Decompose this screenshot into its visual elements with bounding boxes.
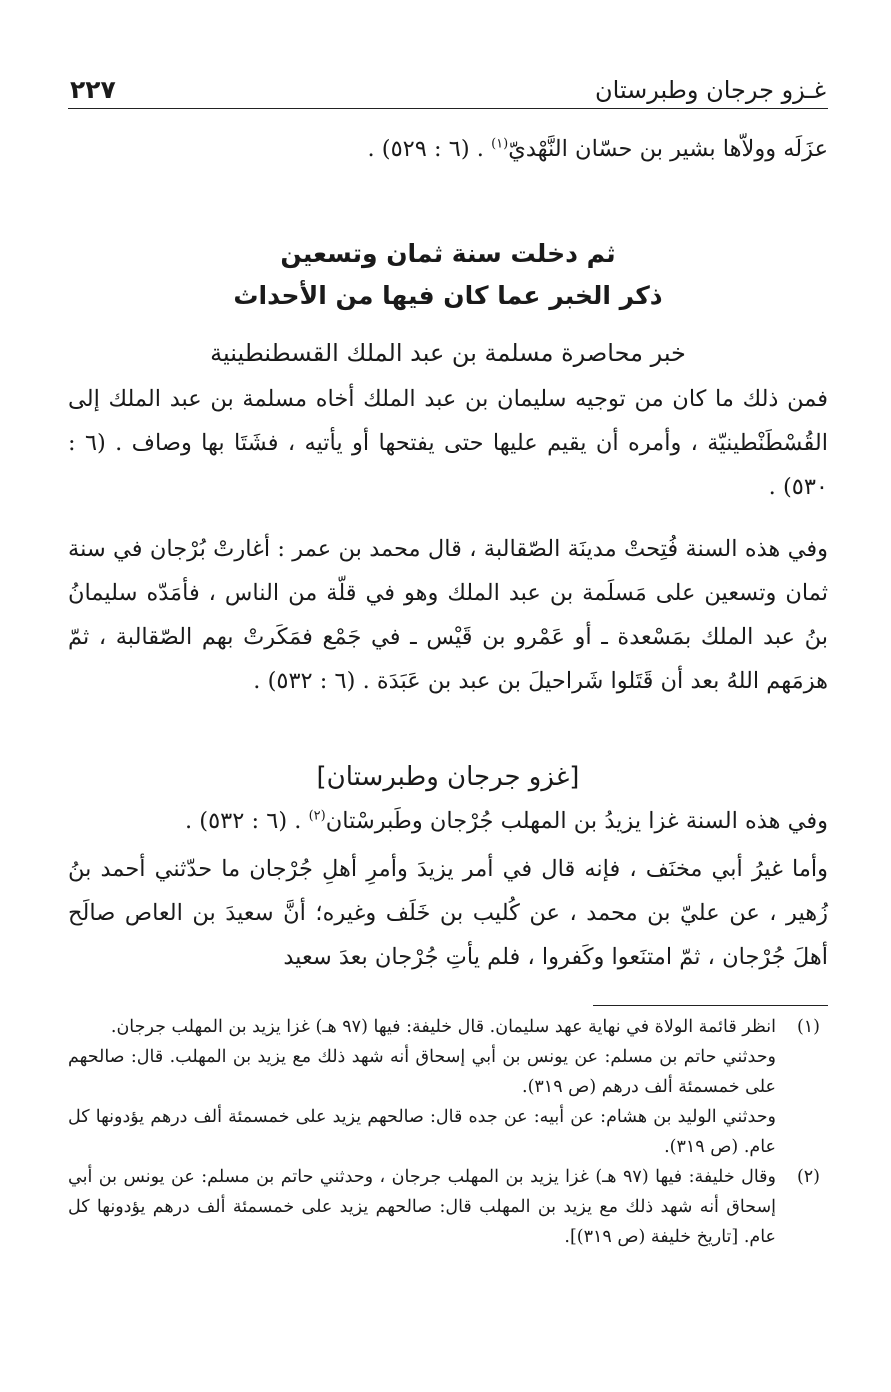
- section-heading-year: ثم دخلت سنة ثمان وتسعين: [280, 239, 616, 268]
- paragraph-text: وفي هذه السنة غزا يزيدُ بن المهلب جُرْجان وطَبرسْتان: [325, 808, 828, 834]
- section-heading-gurgan: [غزو جرجان وطبرستان]: [316, 762, 580, 792]
- paragraph-continuation: [68, 127, 828, 171]
- footnote-number: (٢): [796, 1167, 820, 1187]
- section-heading-events: ذكر الخبر عما كان فيها من الأحداث: [233, 281, 663, 310]
- paragraph-gurgan-detail: وأما غيرُ أبي مخنَف ، فإنه قال في أمر يزيدَ وأمرِ أهلِ جُرْجان ما حدّثني أحمد بنُ زُهير ، عن عليّ بن محمد ، عن كُليب بن خَلَف وغيره؛ أنَّ سعيدَ بن العاص صالَح أهلَ جُرْجان ، ثمّ امتنَعوا وكَفروا ، فلم يأتِ جُرْجان بعدَ سعيد: [68, 856, 828, 970]
- running-title: غـزو جرجان وطبرستان: [595, 76, 826, 104]
- footnotes: [68, 1012, 828, 1252]
- paragraph-text: عزَلَه وولاّها بشير بن حسّان النَّهْديّ: [508, 136, 828, 162]
- footnote-number: (١): [796, 1017, 820, 1037]
- citation: . (٦ : ٥٢٩) .: [367, 136, 492, 162]
- citation: . (٦ : ٥٣٢) .: [184, 808, 309, 834]
- footnote-paragraph: وحدثني حاتم بن مسلم: عن يونس بن أبي إسحاق أنه شهد ذلك مع يزيد بن المهلب. قال: صالحهم على خمسمئة ألف درهم (ص ٣١٩).: [68, 1047, 776, 1097]
- footnote-paragraph: وحدثني الوليد بن هشام: عن أبيه: عن جده قال: صالحهم يزيد على خمسمئة ألف درهم يؤدونها كل عام. (ص ٣١٩).: [68, 1107, 776, 1157]
- footnote-ref-2[interactable]: (٢): [308, 808, 326, 824]
- paragraph-gurgan-intro: [68, 799, 828, 843]
- footnote-paragraph: وقال خليفة: فيها (٩٧ هـ) غزا يزيد بن المهلب جرجان ، وحدثني حاتم بن مسلم: عن يونس بن أبي إسحاق أنه شهد ذلك مع يزيد بن المهلب قال: صالحهم يزيد على خمسمئة ألف درهم يؤدونها كل عام. [تاريخ خليفة (ص ٣١٩)].: [68, 1167, 776, 1247]
- running-header: [68, 64, 828, 109]
- paragraph-saqaliba: وفي هذه السنة فُتِحتْ مدينَة الصّقالبة ، قال محمد بن عمر : أغارتْ بُرْجان في سنة ثمان وتسعين على مَسلَمة بن عبد الملك وهو في قلّة من الناس ، فأمَدّه سليمانُ بنُ عبد الملك بمَسْعدة ـ أو عَمْرو بن قَيْس ـ في جَمْع فمَكَرتْ بهم الصّقالبة ، ثمّ هزمَهم اللهُ بعد أن قَتَلوا شَراحيلَ بن عبد بن عَبَدَة . (٦ : ٥٣٢) .: [68, 536, 828, 694]
- footnote-divider: [593, 1005, 828, 1006]
- footnote-paragraph: انظر قائمة الولاة في نهاية عهد سليمان. قال خليفة: فيها (٩٧ هـ) غزا يزيد بن المهلب جرجان.: [110, 1017, 776, 1037]
- page-number: ٢٢٧: [70, 75, 116, 104]
- section-heading-siege: خبر محاصرة مسلمة بن عبد الملك القسطنطينية: [210, 339, 686, 367]
- book-page: [68, 64, 828, 1252]
- footnote-ref-1[interactable]: (١): [491, 136, 509, 152]
- footnote-1: [68, 1012, 828, 1162]
- footnote-2: [68, 1162, 828, 1252]
- paragraph-siege: فمن ذلك ما كان من توجيه سليمان بن عبد الملك أخاه مسلمة بن عبد الملك إلى القُسْطَنْطينيّة ، وأمره أن يقيم عليها حتى يفتحها أو يأتيه ، فشَتَا بها وصاف . (٦ : ٥٣٠) .: [68, 386, 828, 500]
